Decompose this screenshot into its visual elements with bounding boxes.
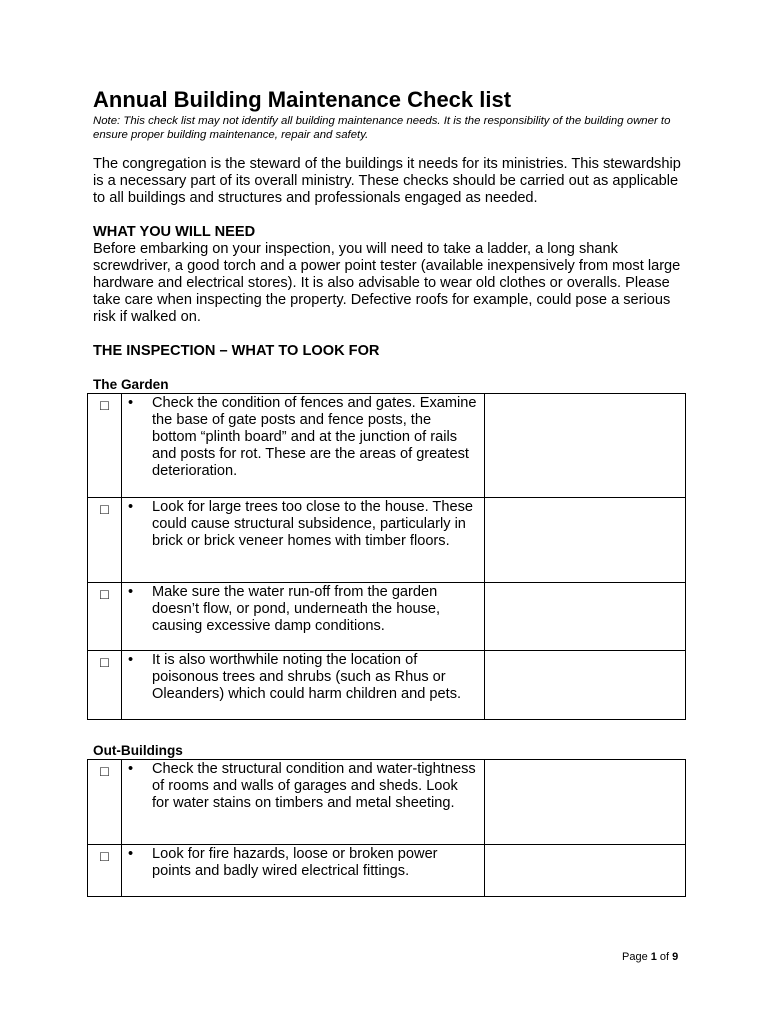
- inspection-heading: THE INSPECTION – WHAT TO LOOK FOR: [93, 343, 380, 359]
- need-paragraph: Before embarking on your inspection, you will need to take a ladder, a long shank screwdriver, a good torch and a power point tester (available inexpensively from most large hardware and electrical stores). It is also advisable to wear old clothes or overalls. Please take care when inspecting the property. Defective roofs for example, could pose a serious risk if walked on.: [93, 241, 681, 325]
- current-page-number: 1: [650, 951, 657, 963]
- checklist-item-text: It is also worthwhile noting the location of poisonous trees and shrubs (such as Rhus or Oleanders) which could harm children and pets.: [152, 652, 462, 702]
- total-pages-number: 9: [672, 951, 679, 963]
- page-footer: [622, 951, 678, 963]
- checkbox[interactable]: □: [88, 498, 122, 583]
- notes-cell[interactable]: [485, 394, 686, 498]
- disclaimer-note: Note: This check list may not identify all building maintenance needs. It is the responsibility of the building owner to ensure proper building maintenance, repair and safety.: [93, 115, 671, 141]
- page-label: Page: [622, 951, 651, 963]
- bullet-icon: •: [128, 761, 134, 777]
- checklist-item-text: Check the condition of fences and gates. Examine the base of gate posts and fence posts, the bottom “plinth board” and at the junction of rails and posts for rot. These are the areas of greatest deterioration.: [152, 395, 477, 479]
- bullet-icon: •: [128, 499, 134, 515]
- garden-checklist-table: [87, 393, 686, 720]
- checklist-item-text: Look for fire hazards, loose or broken power points and badly wired electrical fittings.: [152, 846, 438, 879]
- checkbox[interactable]: □: [88, 394, 122, 498]
- document-page: [93, 86, 683, 897]
- page-of-label: of: [656, 951, 673, 963]
- need-heading: WHAT YOU WILL NEED: [93, 224, 256, 240]
- notes-cell[interactable]: [485, 583, 686, 651]
- checkbox[interactable]: □: [88, 583, 122, 651]
- out-buildings-heading: Out-Buildings: [93, 743, 183, 758]
- out-buildings-checklist-table: [87, 759, 686, 897]
- checkbox[interactable]: □: [88, 845, 122, 897]
- notes-cell[interactable]: [485, 651, 686, 720]
- checkbox[interactable]: □: [88, 760, 122, 845]
- checklist-row: [88, 760, 686, 845]
- garden-heading: The Garden: [93, 377, 169, 392]
- checklist-row: [88, 583, 686, 651]
- checklist-item-text: Look for large trees too close to the house. These could cause structural subsidence, particularly in brick or brick veneer homes with timber floors.: [152, 499, 473, 549]
- bullet-icon: •: [128, 652, 134, 668]
- checklist-row: [88, 845, 686, 897]
- document-title: Annual Building Maintenance Check list: [93, 87, 512, 112]
- checkbox[interactable]: □: [88, 651, 122, 720]
- bullet-icon: •: [128, 584, 134, 600]
- checklist-item-text: Check the structural condition and water-tightness of rooms and walls of garages and sheds. Look for water stains on timbers and metal sheeting.: [152, 761, 476, 811]
- bullet-icon: •: [128, 395, 134, 411]
- checklist-item-text: Make sure the water run-off from the garden doesn’t flow, or pond, underneath the house, causing excessive damp conditions.: [152, 584, 441, 634]
- checklist-row: [88, 498, 686, 583]
- notes-cell[interactable]: [485, 498, 686, 583]
- checklist-row: [88, 394, 686, 498]
- notes-cell[interactable]: [485, 845, 686, 897]
- notes-cell[interactable]: [485, 760, 686, 845]
- checklist-row: [88, 651, 686, 720]
- intro-paragraph: The congregation is the steward of the buildings it needs for its ministries. This stewardship is a necessary part of its overall ministry. These checks should be carried out as applicable to all buildings and structures and professionals engaged as needed.: [93, 156, 681, 206]
- bullet-icon: •: [128, 846, 134, 862]
